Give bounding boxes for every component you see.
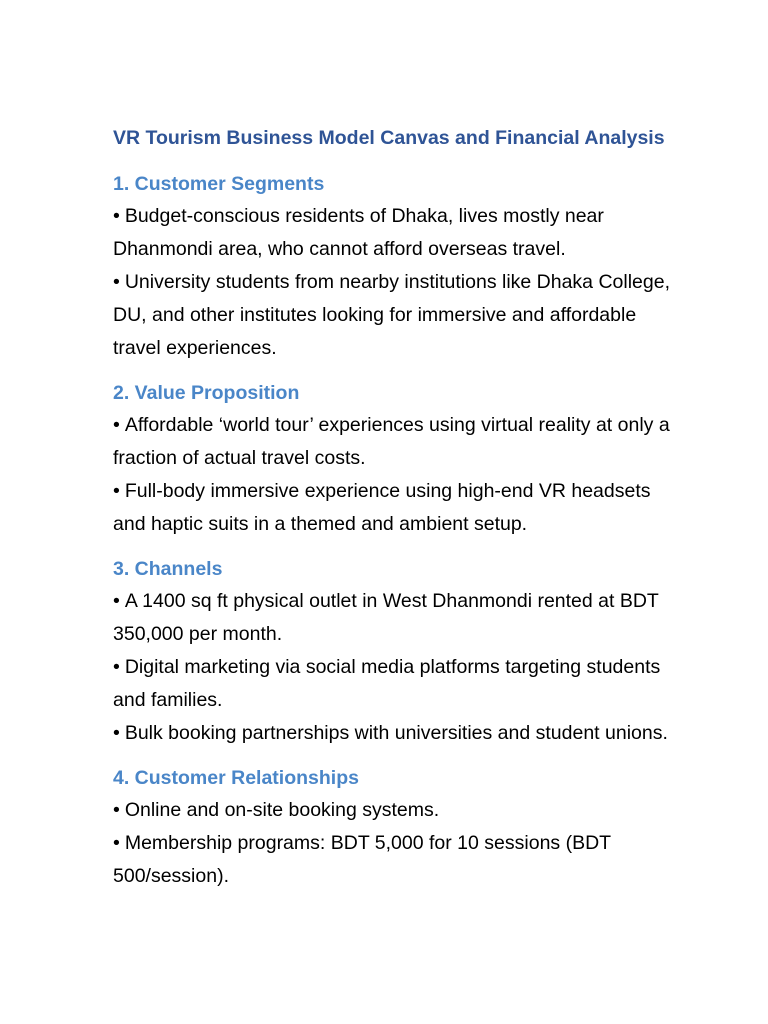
bullet-item [113, 266, 673, 365]
bullet-icon: • [113, 656, 120, 678]
section-customer-relationships [113, 762, 673, 893]
bullet-text: Membership programs: BDT 5,000 for 10 sessions (BDT 500/session). [113, 832, 611, 887]
section-customer-segments [113, 168, 673, 365]
section-heading: 3. Channels [113, 558, 223, 580]
bullet-item [113, 794, 673, 827]
bullet-icon: • [113, 722, 120, 744]
section-value-proposition [113, 377, 673, 541]
bullet-icon: • [113, 414, 120, 436]
bullet-item [113, 585, 673, 651]
bullet-item [113, 200, 673, 266]
bullet-text: University students from nearby institutions like Dhaka College, DU, and other institutes looking for immersive and affordable travel experiences. [113, 271, 670, 359]
bullet-item [113, 409, 673, 475]
bullet-text: Bulk booking partnerships with universities and student unions. [124, 722, 668, 744]
document-page [113, 122, 673, 893]
bullet-item [113, 651, 673, 717]
bullet-icon: • [113, 832, 120, 854]
bullet-item [113, 827, 673, 893]
bullet-icon: • [113, 480, 120, 502]
bullet-text: Affordable ‘world tour’ experiences using virtual reality at only a fraction of actual travel costs. [113, 414, 670, 469]
section-heading: 4. Customer Relationships [113, 767, 359, 789]
bullet-icon: • [113, 205, 120, 227]
bullet-text: Digital marketing via social media platforms targeting students and families. [113, 656, 661, 711]
bullet-text: Full-body immersive experience using high-end VR headsets and haptic suits in a themed and ambient setup. [113, 480, 651, 535]
bullet-icon: • [113, 799, 120, 821]
section-channels [113, 553, 673, 750]
section-heading: 1. Customer Segments [113, 173, 325, 195]
bullet-text: Online and on-site booking systems. [124, 799, 440, 821]
bullet-text: A 1400 sq ft physical outlet in West Dhanmondi rented at BDT 350,000 per month. [113, 590, 659, 645]
document-title: VR Tourism Business Model Canvas and Financial Analysis [113, 127, 665, 149]
bullet-icon: • [113, 271, 120, 293]
section-heading: 2. Value Proposition [113, 382, 300, 404]
bullet-text: Budget-conscious residents of Dhaka, lives mostly near Dhanmondi area, who cannot afford overseas travel. [113, 205, 604, 260]
bullet-item [113, 475, 673, 541]
bullet-item [113, 717, 673, 750]
bullet-icon: • [113, 590, 120, 612]
